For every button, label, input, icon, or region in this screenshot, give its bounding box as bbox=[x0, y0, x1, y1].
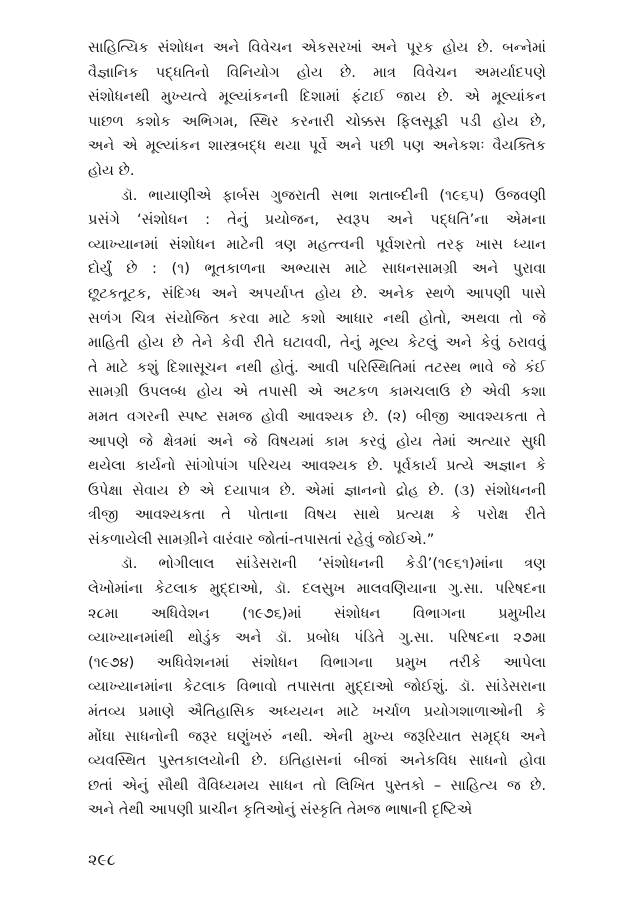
text-line: છતાં એનું સૌથી વૈવિધ્યમય સાધન તો લિખિત પુસ્તકો – સાહિત્ય જ છે. bbox=[88, 776, 546, 794]
text-line: તે માટે કશું દિશાસૂચન નથી હોતું. આવી પરિસ્થિતિમાં તટસ્થ ભાવે જે કંઈ bbox=[88, 358, 546, 376]
text-line: માહિતી હોય છે તેને કેવી રીતે ઘટાવવી, તેનું મૂલ્ય કેટલું અને કેવું ઠરાવવું bbox=[88, 334, 546, 352]
text-line: ૨૮મા અધિવેશન (૧૯૭૬)માં સંશોધન વિભાગના પ્રમુખીય bbox=[88, 604, 546, 622]
text-line: સળંગ ચિત્ર સંયોજિત કરવા માટે કશો આધાર નથી હોતો, અથવા તો જે bbox=[88, 309, 546, 327]
text-line: અને એ મૂલ્યાંકન શાસ્ત્રબદ્ધ થયા પૂર્વે અને પછી પણ અનેકશઃ વૈયક્તિક bbox=[88, 137, 546, 155]
text-line: વ્યાખ્યાનમાં સંશોધન માટેની ત્રણ મહત્ત્વની પૂર્વશરતો તરફ ખાસ ધ્યાન bbox=[88, 235, 546, 253]
text-line: સંશોધનથી મુખ્યત્વે મૂલ્યાંકનની દિશામાં ફંટાઈ જાય છે. એ મૂલ્યાંકન bbox=[88, 88, 546, 106]
text-line: ઉપેક્ષા સેવાય છે એ દયાપાત્ર છે. એમાં જ્ઞાનનો દ્રોહ છે. (૩) સંશોધનની bbox=[88, 481, 546, 499]
text-line: આપણે જે ક્ષેત્રમાં અને જે વિષયમાં કામ કરવું હોય તેમાં અત્યાર સુધી bbox=[88, 432, 546, 450]
text-line: ડૉ. ભોગીલાલ સાંડેસરાની ‘સંશોધનની કેડી’(૧૯૬૧)માંના ત્રણ bbox=[121, 555, 546, 573]
text-line: અને તેથી આપણી પ્રાચીન કૃતિઓનું સંસ્કૃતિ તેમજ ભાષાની દૃષ્ટિએ bbox=[88, 801, 473, 819]
text-line: હોય છે. bbox=[88, 161, 135, 179]
text-line: વ્યાખ્યાનમાંથી થોડુંક અને ડૉ. પ્રબોધ પંડિતે ગુ.સા. પરિષદના ૨૭મા bbox=[88, 629, 546, 647]
text-line: છૂટકતૂટક, સંદિગ્ધ અને અપર્યાપ્ત હોય છે. અનેક સ્થળે આપણી પાસે bbox=[88, 284, 546, 302]
text-line: થયેલા કાર્યનો સાંગોપાંગ પરિચય આવશ્યક છે. પૂર્વકાર્ય પ્રત્યે અજ્ઞાન કે bbox=[88, 457, 546, 475]
page-number: ૨૯૮ bbox=[88, 850, 116, 869]
text-line: મંતવ્ય પ્રમાણે ઐતિહાસિક અધ્યયન માટે ખર્ચાળ પ્રયોગશાળાઓની કે bbox=[88, 703, 546, 721]
text-line: વ્યવસ્થિત પુસ્તકાલયોની છે. ઇતિહાસનાં બીજાં અનેકવિધ સાધનો હોવા bbox=[88, 752, 546, 770]
text-line: મમત વગરની સ્પષ્ટ સમજ હોવી આવશ્યક છે. (૨) બીજી આવશ્યકતા તે bbox=[88, 407, 546, 425]
text-line: (૧૯૭૪) અધિવેશનમાં સંશોધન વિભાગના પ્રમુખ તરીકે આપેલા bbox=[88, 653, 546, 671]
body-text bbox=[88, 36, 546, 823]
text-line: દોર્યું છે : (૧) ભૂતકાળના અભ્યાસ માટે સાધનસામગ્રી અને પુરાવા bbox=[88, 260, 546, 278]
text-line: લેખોમાંના કેટલાક મુદ્દાઓ, ડૉ. દલસુખ માલવણિયાના ગુ.સા. પરિષદના bbox=[88, 580, 546, 598]
text-line: વ્યાખ્યાનમાંના કેટલાક વિભાવો તપાસતા મુદ્દાઓ જોઈશું. ડૉ. સાંડેસરાના bbox=[88, 678, 546, 696]
text-line: પાછળ કશોક અભિગમ, સ્થિર કરનારી ચોક્કસ ફિલસૂફી પડી હોય છે, bbox=[88, 112, 546, 130]
text-line: પ્રસંગે ‘સંશોધન : તેનું પ્રયોજન, સ્વરૂપ અને પદ્ધતિ’ના એમના bbox=[88, 211, 546, 229]
text-line: સંકળાયેલી સામગ્રીને વારંવાર જોતાં-તપાસતાં રહેવું જોઈએ.” bbox=[88, 530, 435, 548]
text-line: ડૉ. ભાયાણીએ ફાર્બસ ગુજરાતી સભા શતાબ્દીની (૧૯૬૫) ઉજવણી bbox=[121, 186, 546, 204]
text-line: ત્રીજી આવશ્યકતા તે પોતાના વિષય સાથે પ્રત્યક્ષ કે પરોક્ષ રીતે bbox=[88, 506, 546, 524]
text-line: વૈજ્ઞાનિક પદ્ધતિનો વિનિયોગ હોય છે. માત્ર વિવેચન અમર્યાદપણે bbox=[88, 63, 546, 81]
text-line: મોંઘા સાધનોની જરૂર ઘણુંખરું નથી. એની મુખ્ય જરૂરિયાત સમૃદ્ધ અને bbox=[88, 727, 546, 745]
text-line: સામગ્રી ઉપલબ્ધ હોય એ તપાસી એ અટકળ કામચલાઉ છે એવી કશા bbox=[88, 383, 546, 401]
text-line: સાહિત્યિક સંશોધન અને વિવેચન એકસરખાં અને પૂરક હોય છે. બન્નેમાં bbox=[88, 39, 546, 56]
